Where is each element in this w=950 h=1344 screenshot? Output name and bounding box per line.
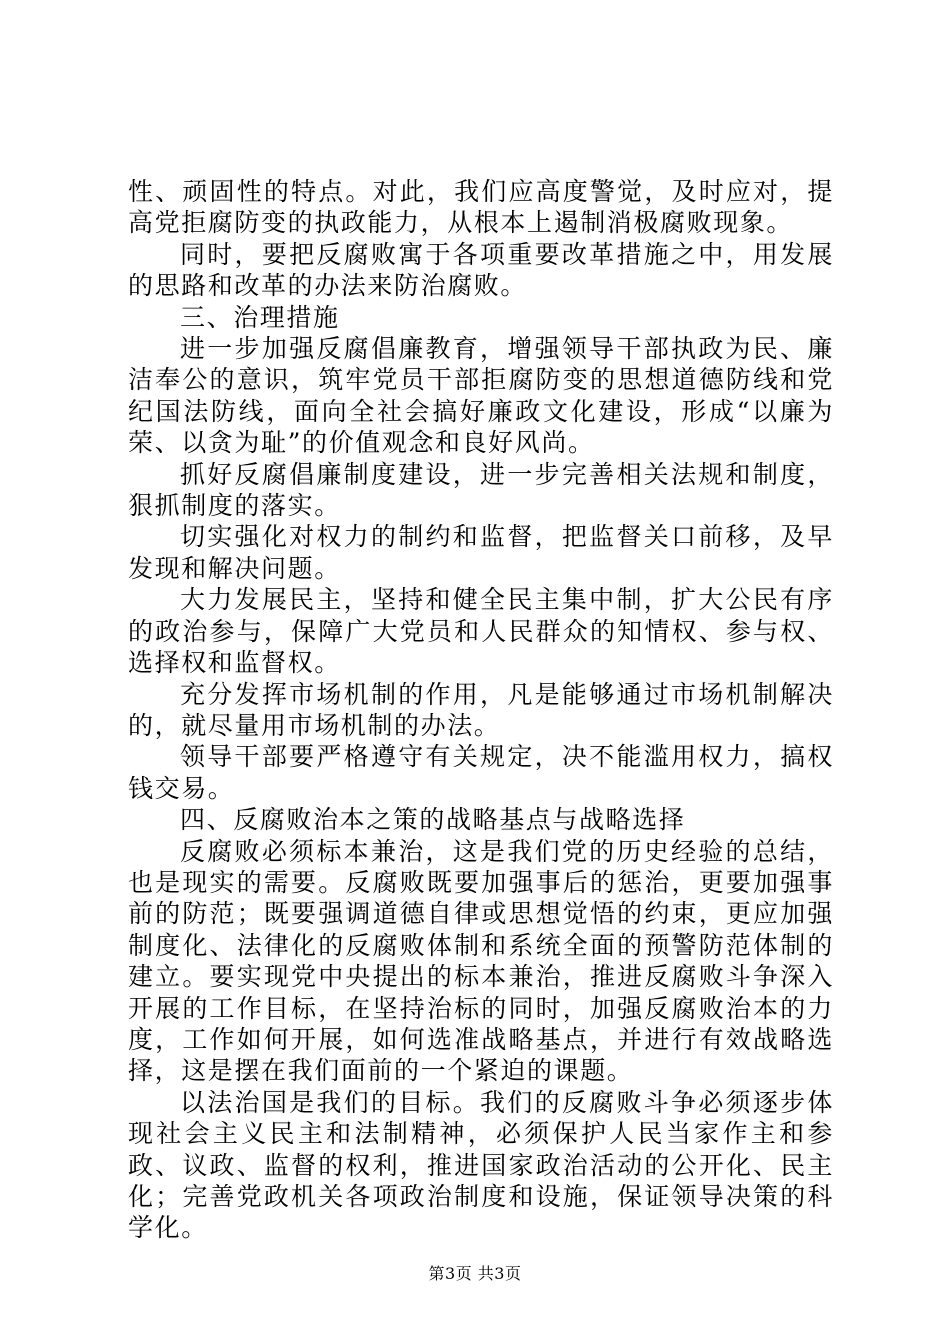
document-body xyxy=(128,176,834,1244)
section-heading-4: 四、反腐败治本之策的战略基点与战略选择 xyxy=(180,805,686,835)
page-number-label: 第3页 共3页 xyxy=(428,1264,522,1283)
paragraph-8: 充分发挥市场机制的作用，凡是能够通过市场机制解决的，就尽量用市场机制的办法。 xyxy=(128,679,834,740)
paragraph-11: 反腐败必须标本兼治，这是我们党的历史经验的总结，也是现实的需要。反腐败既要加强事后的惩治，更要加强事前的防范；既要强调道德自律或思想觉悟的约束，更应加强制度化、法律化的反腐败体制和系统全面的预警防范体制的建立。要实现党中央提出的标本兼治，推进反腐败斗争深入开展的工作目标，在坚持治标的同时，加强反腐败治本的力度，工作如何开展，如何选准战略基点，并进行有效战略选择，这是摆在我们面前的一个紧迫的课题。 xyxy=(128,836,834,1086)
paragraph-2: 同时，要把反腐败寓于各项重要改革措施之中，用发展的思路和改革的办法来防治腐败。 xyxy=(128,239,834,301)
section-heading-3: 三、治理措施 xyxy=(180,302,340,332)
paragraph-4: 进一步加强反腐倡廉教育，增强领导干部执政为民、廉洁奉公的意识，筑牢党员干部拒腐防变的思想道德防线和党纪国法防线，面向全社会搞好廉政文化建设，形成“以廉为荣、以贪为耻”的价值观念和良好风尚。 xyxy=(128,334,834,458)
page-footer xyxy=(0,1264,950,1284)
paragraph-12: 以法治国是我们的目标。我们的反腐败斗争必须逐步体现社会主义民主和法制精神，必须保护人民当家作主和参政、议政、监督的权利，推进国家政治活动的公开化、民主化；完善党政机关各项政治制度和设施，保证领导决策的科学化。 xyxy=(128,1087,834,1243)
paragraph-1: 性、顽固性的特点。对此，我们应高度警觉，及时应对，提高党拒腐防变的执政能力，从根本上遏制消极腐败现象。 xyxy=(128,177,834,238)
paragraph-7: 大力发展民主，坚持和健全民主集中制，扩大公民有序的政治参与，保障广大党员和人民群众的知情权、参与权、选择权和监督权。 xyxy=(128,585,834,678)
paragraph-5: 抓好反腐倡廉制度建设，进一步完善相关法规和制度，狠抓制度的落实。 xyxy=(128,459,834,521)
paragraph-6: 切实强化对权力的制约和监督，把监督关口前移，及早发现和解决问题。 xyxy=(128,522,834,583)
paragraph-9: 领导干部要严格遵守有关规定，决不能滥用权力，搞权钱交易。 xyxy=(128,742,834,803)
